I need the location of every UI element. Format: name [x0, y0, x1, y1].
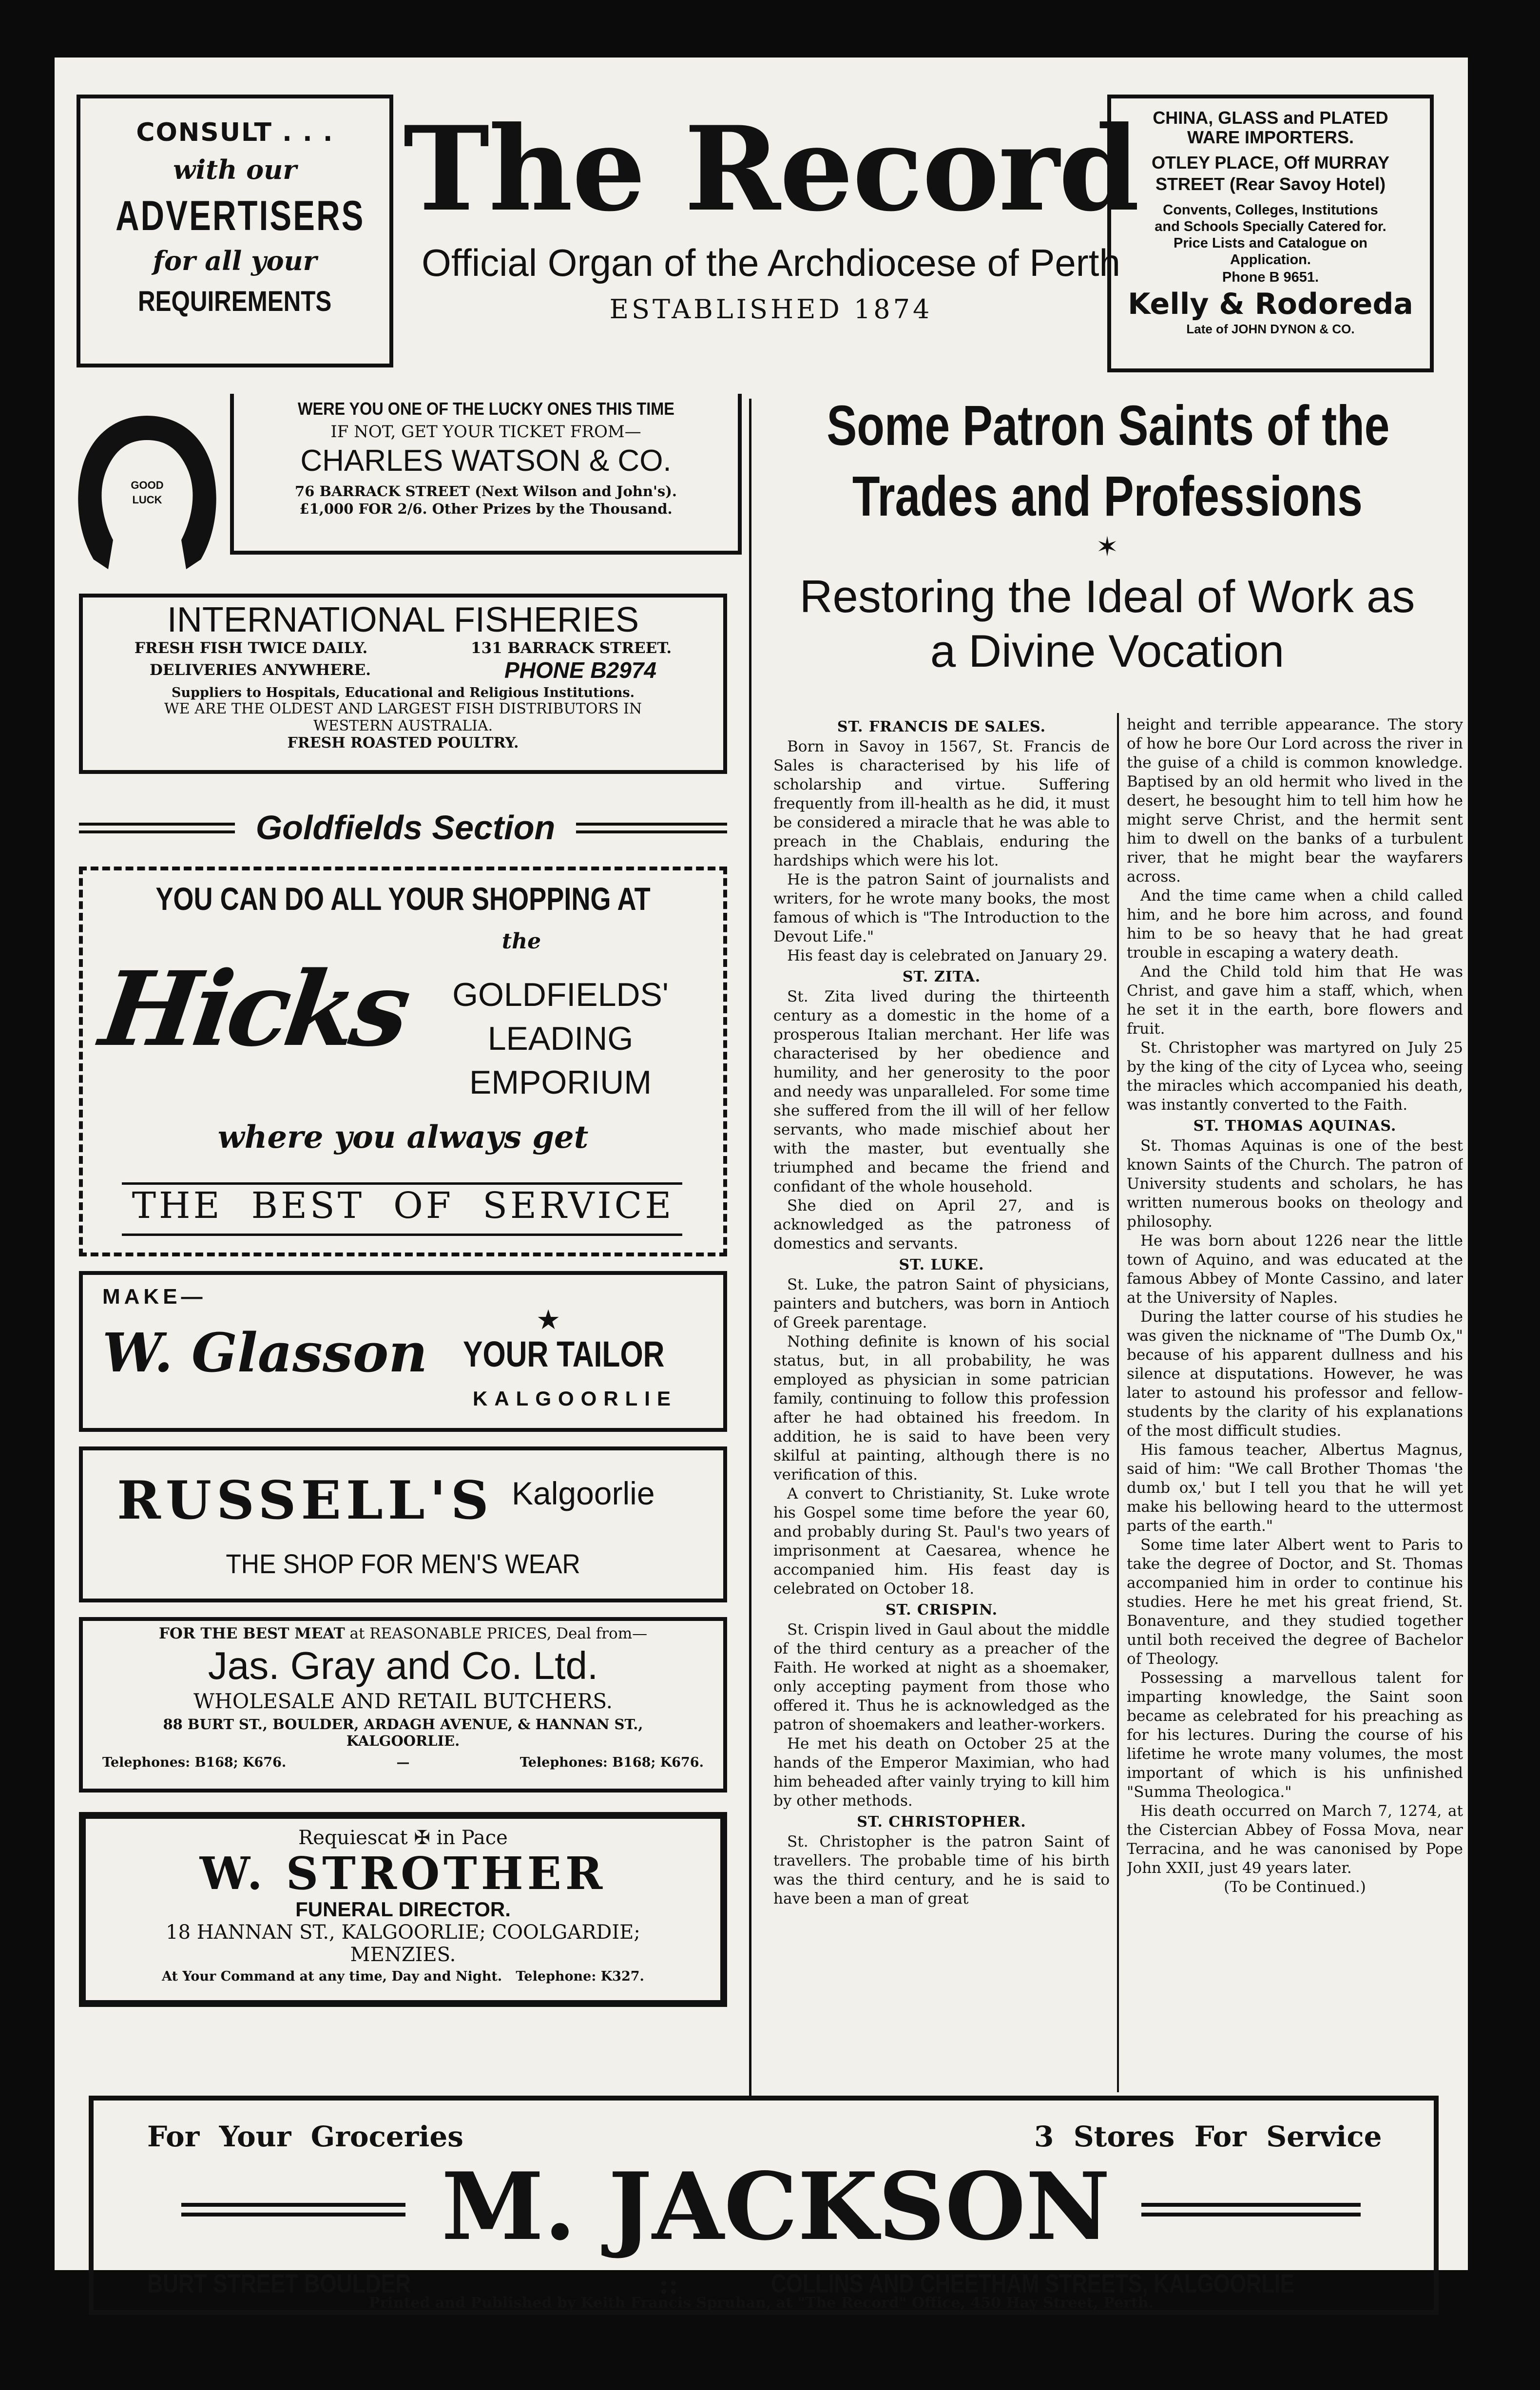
- masthead-center: [396, 101, 1146, 365]
- hicks-ad: [79, 867, 727, 1256]
- newspaper-title: The Record: [403, 101, 1139, 237]
- article-column-1: [773, 715, 1110, 2090]
- established-line: ESTABLISHED 1874: [609, 294, 933, 325]
- hicks-line1: YOU CAN DO ALL YOUR SHOPPING AT: [155, 881, 651, 917]
- jackson-rule-right-1: [1141, 2203, 1361, 2207]
- paragraph: height and terrible appearance. The story of how he bore Our Lord across the river in the guise of a child is common knowledge. Baptised by an old hermit who lived in the desert, he besought him to tell him how he might serve Christ, and the hermit sent him to dwell on the banks of a turbulent river, that he might bear the wayfarers across.: [1127, 716, 1463, 886]
- glasson-tailor: YOUR TAILOR: [463, 1334, 665, 1374]
- paragraph: His feast day is celebrated on January 29.: [787, 947, 1108, 964]
- hicks-goldfields: GOLDFIELDS': [452, 976, 669, 1013]
- jackson-stores: 3 Stores For Service: [1034, 2120, 1382, 2153]
- gray-dash: —: [396, 1755, 410, 1770]
- gray-phone-1: Telephones: B168; K676.: [102, 1755, 287, 1770]
- barrack-street-text: 131 BARRACK STREET.: [471, 639, 672, 657]
- article-subtitle-1: Restoring the Ideal of Work as: [799, 571, 1415, 622]
- article-column-2: [1127, 715, 1463, 2090]
- newspaper-subtitle: Official Organ of the Archdiocese of Perth: [422, 241, 1120, 284]
- advertisers-line: ADVERTISERS: [116, 193, 365, 239]
- paragraph: A convert to Christianity, St. Luke wrote his Gospel some time before the year 60, and probably during St. Paul's two years of imprisonment at Caesarea, whence he accompanied him. His feast day is celebrated on October 18.: [773, 1485, 1110, 1598]
- paragraph: He is the patron Saint of journalists and writers, for he wrote many books, the most famous of which is "The Introduction to the Devout Life.": [773, 871, 1110, 945]
- fisheries-phone: PHONE B2974: [504, 657, 656, 683]
- for-all-your-line: for all your: [153, 245, 317, 276]
- jackson-ad: [89, 2096, 1439, 2315]
- paragraph: St. Christopher is the patron Saint of travellers. The probable time of his birth was the third century, and he is said to have been a man of great: [773, 1833, 1110, 1908]
- russells-town: Kalgoorlie: [512, 1475, 655, 1511]
- paragraph: St. Luke, the patron Saint of physicians, painters and butchers, was born in Antioch of Greek parentage.: [773, 1276, 1110, 1331]
- gray-kalgoorlie: KALGOORLIE.: [346, 1733, 460, 1749]
- watson-name: CHARLES WATSON & CO.: [300, 444, 672, 478]
- phone-line: Phone B 9651.: [1222, 270, 1319, 285]
- gray-name: Jas. Gray and Co. Ltd.: [208, 1644, 598, 1687]
- strother-ad: [79, 1812, 727, 2007]
- jackson-boulder: BURT STREET BOULDER: [147, 2269, 411, 2298]
- kelly-rodoreda-box: [1107, 95, 1434, 372]
- paragraph: She died on April 27, and is acknowledged as the patroness of domestics and servants.: [773, 1197, 1110, 1253]
- section-heading: ST. CHRISTOPHER.: [857, 1813, 1026, 1831]
- with-our-line: with our: [173, 154, 297, 185]
- heading-rule-right-2: [576, 830, 727, 833]
- russells-tag: THE SHOP FOR MEN'S WEAR: [226, 1548, 580, 1579]
- section-heading: ST. THOMAS AQUINAS.: [1193, 1118, 1397, 1135]
- late-of-line: Late of JOHN DYNON & CO.: [1186, 322, 1355, 336]
- paragraph: St. Zita lived during the thirteenth century as a domestic in the home of a prosperous Italian merchant. Her life was characterised by her obedience and humility, and her generosity to the poor and needy was unparalleled. For some time she suffered from the ill will of her fellow servants, who made mischief about her with the master, but eventually she triumphed and became the friend and confidant of the whole household.: [773, 988, 1110, 1195]
- paragraph: And the time came when a child called him, and he bore him across, and found him to be so heavy that he had great trouble in escaping a watery death.: [1127, 887, 1463, 962]
- jackson-rule-left-2: [181, 2213, 405, 2217]
- kelly-rodoreda-name: Kelly & Rodoreda: [1128, 287, 1413, 321]
- paragraph: St. Crispin lived in Gaul about the middle of the third century as a preacher of the Faith. He worked at night as a shoemaker, only accepting payment from those who offered it. Thus he is acknowledged as the patron of shoemakers and leather-workers.: [773, 1621, 1110, 1734]
- watson-line2: IF NOT, GET YOUR TICKET FROM—: [330, 422, 641, 442]
- ware-importers-line: WARE IMPORTERS.: [1187, 127, 1354, 147]
- hicks-where: where you always get: [217, 1119, 589, 1156]
- strother-command: At Your Command at any time, Day and Night. Telephone: K327.: [162, 1969, 644, 1984]
- fisheries-ad: [79, 594, 727, 774]
- paragraph: Some time later Albert went to Paris to take the degree of Doctor, and St. Thomas accompanied him in order to continue his studies. Here he met his great friend, St. Bonaventure, and they studied together until both received the degree of Bachelor of Theology.: [1127, 1536, 1463, 1668]
- jackson-kalgoorlie: COLLINS AND CHEETHAM STREETS, KALGOORLIE: [771, 2269, 1294, 2298]
- paragraph: St. Christopher was martyred on July 25 by the king of the city of Lycea who, seeing the miracles which accompanied his death, was instantly converted to the Faith.: [1127, 1039, 1463, 1114]
- jackson-groceries: For Your Groceries: [147, 2120, 463, 2153]
- fisheries-oldest: WE ARE THE OLDEST AND LARGEST FISH DISTRIBUTORS IN: [164, 700, 642, 717]
- reasonable-prices-text: at REASONABLE PRICES, Deal from—: [345, 1625, 648, 1642]
- hicks-emporium: EMPORIUM: [469, 1064, 652, 1101]
- paragraph: His death occurred on March 7, 1274, at the Cistercian Abbey of Fossa Mova, near Terracina, and he was canonised by Pope John XXII, just 49 years later.: [1127, 1802, 1463, 1877]
- schools-line: and Schools Specially Catered for.: [1155, 219, 1386, 234]
- deliveries-text: DELIVERIES ANYWHERE.: [150, 661, 371, 679]
- fisheries-row1: [83, 639, 723, 657]
- requirements-line: REQUIREMENTS: [138, 286, 332, 317]
- application-line: Application.: [1230, 252, 1311, 268]
- hicks-leading: LEADING: [487, 1020, 634, 1057]
- convents-line: Convents, Colleges, Institutions: [1163, 202, 1378, 218]
- fresh-fish-text: FRESH FISH TWICE DAILY.: [134, 639, 368, 657]
- russells-ad: [79, 1446, 727, 1602]
- paragraph: Nothing definite is known of his social status, but, in all probability, he was employed as physician in some patrician family, continuing to follow this profession after he had obtained his freedom. In addition, he is said to have been very skilful at painting, although there is no verification of this.: [773, 1333, 1110, 1484]
- horseshoe-luck: LUCK: [132, 494, 162, 506]
- column-rule: [749, 399, 751, 2100]
- horseshoe-good: GOOD: [131, 479, 164, 491]
- consult-advertisers-box: [77, 95, 393, 367]
- strother-address-1: 18 HANNAN ST., KALGOORLIE; COOLGARDIE;: [166, 1921, 640, 1944]
- fisheries-wa: WESTERN AUSTRALIA.: [313, 717, 493, 734]
- jackson-rule-right-2: [1141, 2213, 1361, 2217]
- glasson-name: W. Glasson: [102, 1321, 428, 1384]
- heading-rule-left-2: [79, 830, 235, 833]
- star-icon: ★: [536, 1304, 561, 1336]
- fisheries-row2: [83, 657, 723, 683]
- gray-addresses: 88 BURT ST., BOULDER, ARDAGH AVENUE, & HANNAN ST.,: [163, 1716, 643, 1733]
- fisheries-poultry: FRESH ROASTED POULTRY.: [287, 734, 519, 752]
- article-header: [756, 389, 1458, 678]
- section-heading: ST. CRISPIN.: [885, 1601, 998, 1619]
- article-title-2: Trades and Professions: [852, 464, 1363, 528]
- goldfields-heading: Goldfields Section: [255, 809, 556, 847]
- strother-name: W. STROTHER: [199, 1847, 607, 1900]
- paragraph: He met his death on October 25 at the hands of the Emperor Maximian, who had him beheaded after vainly trying to kill him by other methods.: [773, 1735, 1110, 1810]
- glasson-make: MAKE—: [102, 1285, 207, 1309]
- section-heading: ST. FRANCIS DE SALES.: [837, 718, 1046, 735]
- savoy-line: STREET (Rear Savoy Hotel): [1155, 174, 1386, 194]
- gray-wholesale: WHOLESALE AND RETAIL BUTCHERS.: [193, 1689, 613, 1713]
- price-list-line: Price Lists and Catalogue on: [1173, 235, 1368, 251]
- glasson-town: KALGOORLIE: [473, 1387, 677, 1410]
- watson-text: [235, 399, 737, 517]
- glasson-ad: [79, 1271, 727, 1432]
- hicks-logo: Hicks: [94, 949, 413, 1069]
- fisheries-title: INTERNATIONAL FISHERIES: [167, 600, 639, 639]
- watson-address: 76 BARRACK STREET (Next Wilson and John's).: [295, 483, 677, 500]
- hicks-emporium-block: [424, 973, 697, 1104]
- newspaper-page: [55, 58, 1468, 2312]
- paragraph: St. Thomas Aquinas is one of the best known Saints of the Church. The patron of University students and scholars, he has written numerous books on theology and philosophy.: [1127, 1137, 1463, 1231]
- paragraph: Possessing a marvellous talent for imparting knowledge, the Saint soon became as celebrated for his preaching as for his lectures. During the course of his lifetime he wrote many volumes, the most important of which is his unfinished "Summa Theologica.": [1127, 1669, 1463, 1801]
- strother-role: FUNERAL DIRECTOR.: [295, 1898, 511, 1921]
- strother-address-2: MENZIES.: [350, 1944, 456, 1966]
- section-heading: ST. ZITA.: [902, 968, 981, 985]
- otley-place-line: OTLEY PLACE, Off MURRAY: [1151, 153, 1390, 173]
- printer-imprint: Printed and Published by Keith Francis Spruhan, at "The Record" Office, 450 Hay Street, Perth.: [368, 2294, 1154, 2312]
- watson-prize: £1,000 FOR 2/6. Other Prizes by the Thousand.: [299, 501, 673, 517]
- china-glass-line: CHINA, GLASS and PLATED: [1153, 108, 1388, 128]
- gray-phones: [83, 1749, 723, 1770]
- section-heading: ST. LUKE.: [899, 1256, 984, 1273]
- watson-line1: WERE YOU ONE OF THE LUCKY ONES THIS TIME: [297, 399, 674, 419]
- paragraph: (To be Continued.): [1224, 1878, 1366, 1896]
- heading-rule-right-1: [576, 823, 727, 826]
- jackson-name: M. JACKSON: [441, 2152, 1111, 2261]
- hicks-best: THE BEST OF SERVICE: [132, 1185, 674, 1227]
- paragraph: And the Child told him that He was Christ, and gave him a staff, which, when he set it in the earth, bore flowers and fruit.: [1127, 963, 1463, 1038]
- article-subtitle-2: a Divine Vocation: [930, 625, 1285, 676]
- fisheries-suppliers: Suppliers to Hospitals, Educational and Religious Institutions.: [171, 685, 635, 700]
- paragraph: During the latter course of his studies he was given the nickname of "The Dumb Ox," because of his apparent dullness and his silence at disputations. However, he was later to astound his professor and fellow-students by the clarity of his explanations of the most difficult studies.: [1127, 1308, 1463, 1440]
- goldfields-heading-row: [79, 808, 727, 852]
- requiescat-line: Requiescat ✠ in Pace: [298, 1827, 508, 1849]
- gray-phone-2: Telephones: B168; K676.: [520, 1755, 704, 1770]
- paragraph: Born in Savoy in 1567, St. Francis de Sales is characterised by his life of scholarship and virtue. Suffering frequently from ill-health as he did, it must be considered a miracle that he was able to preach in the Chablais, enduring the hardships which were his lot.: [773, 738, 1110, 869]
- paragraph: He was born about 1226 near the little town of Aquino, and was educated at the famous Abbey of Monte Cassino, and later at the University of Naples.: [1127, 1232, 1463, 1307]
- jackson-separator: ::: [659, 2269, 678, 2300]
- article-title-1: Some Patron Saints of the: [827, 394, 1390, 457]
- paragraph: His famous teacher, Albertus Magnus, said of him: "We call Brother Thomas 'the dumb ox,' but I tell you that he will yet make his bellowing heard to the uttermost parts of the earth.": [1127, 1441, 1463, 1535]
- article-column-rule: [1117, 713, 1119, 2092]
- star-icon: ✶: [1096, 531, 1119, 563]
- russells-name: RUSSELL'S: [117, 1470, 494, 1531]
- watson-ad: [69, 394, 749, 579]
- consult-line: CONSULT . . .: [136, 118, 334, 147]
- gray-line1: [83, 1625, 723, 1642]
- best-meat-text: FOR THE BEST MEAT: [158, 1625, 345, 1642]
- jackson-rule-left-1: [181, 2203, 405, 2207]
- heading-rule-left-1: [79, 823, 235, 826]
- hicks-the: the: [501, 929, 541, 954]
- gray-ad: [79, 1617, 727, 1792]
